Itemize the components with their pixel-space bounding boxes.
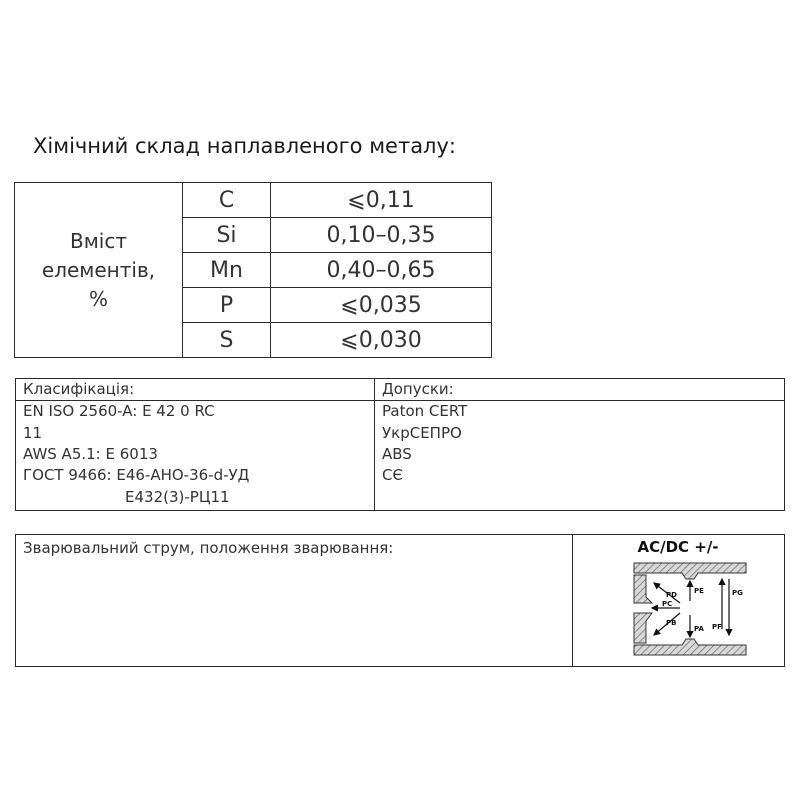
position-label-pb: PB bbox=[666, 619, 677, 627]
classification-line: EN ISO 2560-A: E 42 0 RC bbox=[23, 402, 215, 420]
classification-approvals-table bbox=[15, 378, 785, 511]
approvals-header: Допуски: bbox=[382, 380, 454, 398]
content-label-line: % bbox=[88, 286, 108, 311]
position-label-pg: PG bbox=[732, 589, 743, 597]
chemical-composition-table bbox=[14, 182, 492, 358]
position-label-pc: PC bbox=[662, 600, 673, 608]
content-label-line: елементів, bbox=[41, 257, 156, 282]
element-cell: S bbox=[183, 323, 271, 358]
value-cell: ⩽0,11 bbox=[271, 183, 492, 218]
approval-line: Paton CERT bbox=[382, 402, 468, 420]
divider bbox=[16, 400, 784, 401]
element-cell: Si bbox=[183, 218, 271, 253]
classification-line: 11 bbox=[23, 424, 43, 442]
bottom-plate-shape bbox=[634, 639, 746, 655]
divider bbox=[374, 379, 375, 510]
approval-line: CЄ bbox=[382, 466, 403, 484]
content-label-line: Вміст bbox=[69, 228, 127, 253]
approval-line: ABS bbox=[382, 445, 412, 463]
position-label-pa: PA bbox=[694, 625, 704, 633]
approval-line: УкрСЕПРО bbox=[382, 424, 462, 442]
value-cell: 0,40–0,65 bbox=[271, 253, 492, 288]
current-type: AC/DC +/- bbox=[637, 538, 719, 556]
welding-current-box bbox=[15, 534, 785, 667]
position-label-pf: PF bbox=[712, 623, 722, 631]
top-plate-shape bbox=[634, 563, 746, 579]
element-cell: Mn bbox=[183, 253, 271, 288]
value-cell: 0,10–0,35 bbox=[271, 218, 492, 253]
position-label-pe: PE bbox=[694, 587, 704, 595]
classification-header: Класифікація: bbox=[23, 380, 135, 398]
welding-caption: Зварювальний струм, положення зварювання: bbox=[23, 539, 394, 557]
classification-line: ГОСТ 9466: Е46-АНО-36-d-УД bbox=[23, 466, 250, 484]
section-title: Хімічний склад наплавленого металу: bbox=[33, 134, 456, 158]
content-label bbox=[15, 183, 183, 358]
position-label-pd: PD bbox=[666, 591, 677, 599]
left-plate-upper-shape bbox=[634, 575, 652, 603]
element-cell: P bbox=[183, 288, 271, 323]
classification-line: Е432(3)-РЦ11 bbox=[125, 488, 230, 506]
table-row bbox=[15, 183, 492, 218]
value-cell: ⩽0,035 bbox=[271, 288, 492, 323]
element-cell: C bbox=[183, 183, 271, 218]
classification-line: AWS A5.1: E 6013 bbox=[23, 445, 158, 463]
value-cell: ⩽0,030 bbox=[271, 323, 492, 358]
welding-positions-diagram bbox=[630, 559, 750, 661]
left-plate-lower-shape bbox=[634, 613, 652, 643]
